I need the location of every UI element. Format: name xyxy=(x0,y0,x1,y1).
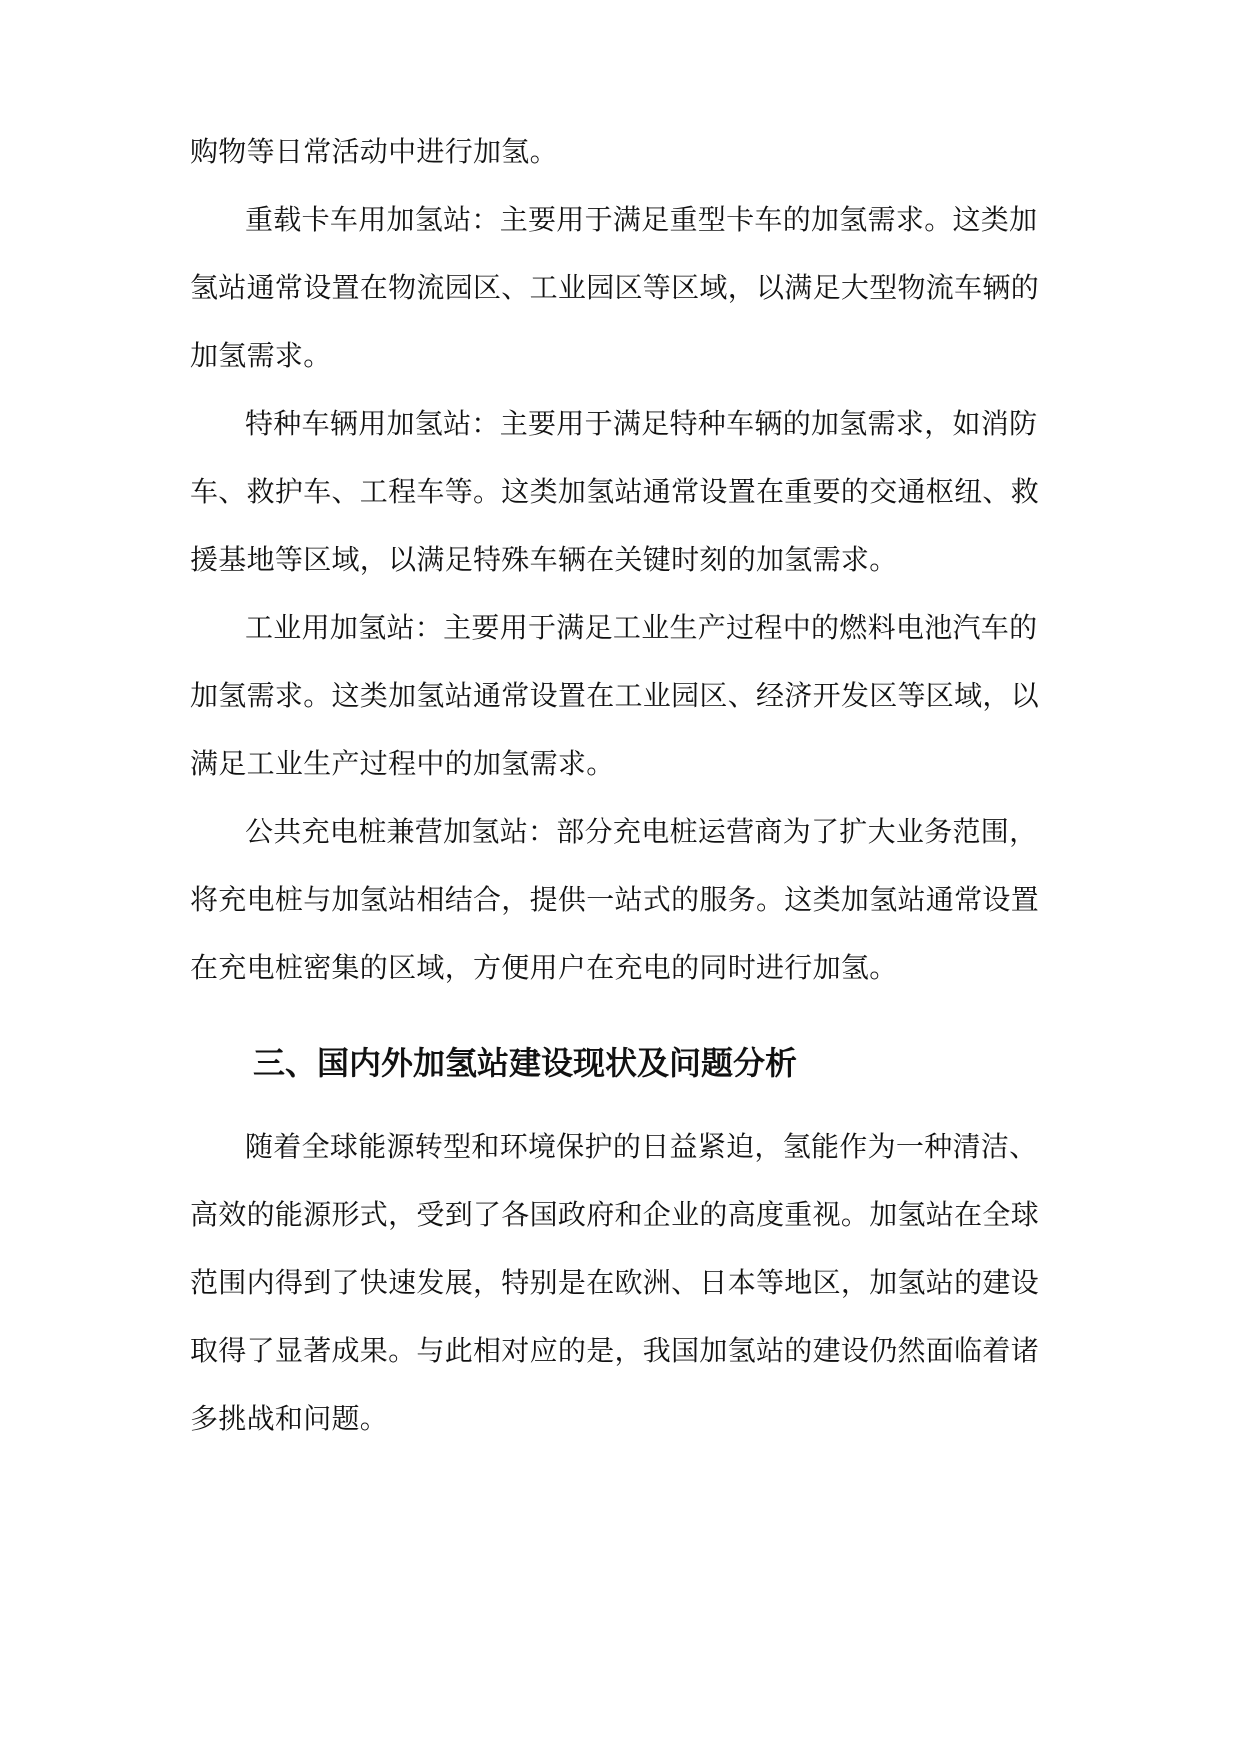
paragraph-line: 援基地等区域，以满足特殊车辆在关键时刻的加氢需求。 xyxy=(190,543,898,576)
paragraph-line: 取得了显著成果。与此相对应的是，我国加氢站的建设仍然面临着诸 xyxy=(190,1334,1040,1367)
section-heading: 三、国内外加氢站建设现状及问题分析 xyxy=(253,1044,798,1082)
paragraph-line: 随着全球能源转型和环境保护的日益紧迫，氢能作为一种清洁、 xyxy=(245,1130,1038,1163)
paragraph-line: 工业用加氢站：主要用于满足工业生产过程中的燃料电池汽车的 xyxy=(245,611,1038,644)
paragraph-line: 范围内得到了快速发展，特别是在欧洲、日本等地区，加氢站的建设 xyxy=(190,1266,1040,1299)
paragraph-line: 重载卡车用加氢站：主要用于满足重型卡车的加氢需求。这类加 xyxy=(245,203,1038,236)
paragraph-line: 多挑战和问题。 xyxy=(190,1402,389,1435)
paragraph-line: 特种车辆用加氢站：主要用于满足特种车辆的加氢需求，如消防 xyxy=(245,407,1038,440)
paragraph-line: 加氢需求。这类加氢站通常设置在工业园区、经济开发区等区域，以 xyxy=(190,679,1040,712)
paragraph-line: 氢站通常设置在物流园区、工业园区等区域，以满足大型物流车辆的 xyxy=(190,271,1040,304)
paragraph-line: 车、救护车、工程车等。这类加氢站通常设置在重要的交通枢纽、救 xyxy=(190,475,1040,508)
paragraph-line: 加氢需求。 xyxy=(190,339,332,372)
paragraph-line: 公共充电桩兼营加氢站：部分充电桩运营商为了扩大业务范围， xyxy=(245,815,1038,848)
paragraph-line: 高效的能源形式，受到了各国政府和企业的高度重视。加氢站在全球 xyxy=(190,1198,1040,1231)
paragraph-line: 在充电桩密集的区域，方便用户在充电的同时进行加氢。 xyxy=(190,951,898,984)
paragraph-line: 购物等日常活动中进行加氢。 xyxy=(190,135,558,168)
paragraph-line: 满足工业生产过程中的加氢需求。 xyxy=(190,747,615,780)
paragraph-line: 将充电桩与加氢站相结合，提供一站式的服务。这类加氢站通常设置 xyxy=(190,883,1040,916)
